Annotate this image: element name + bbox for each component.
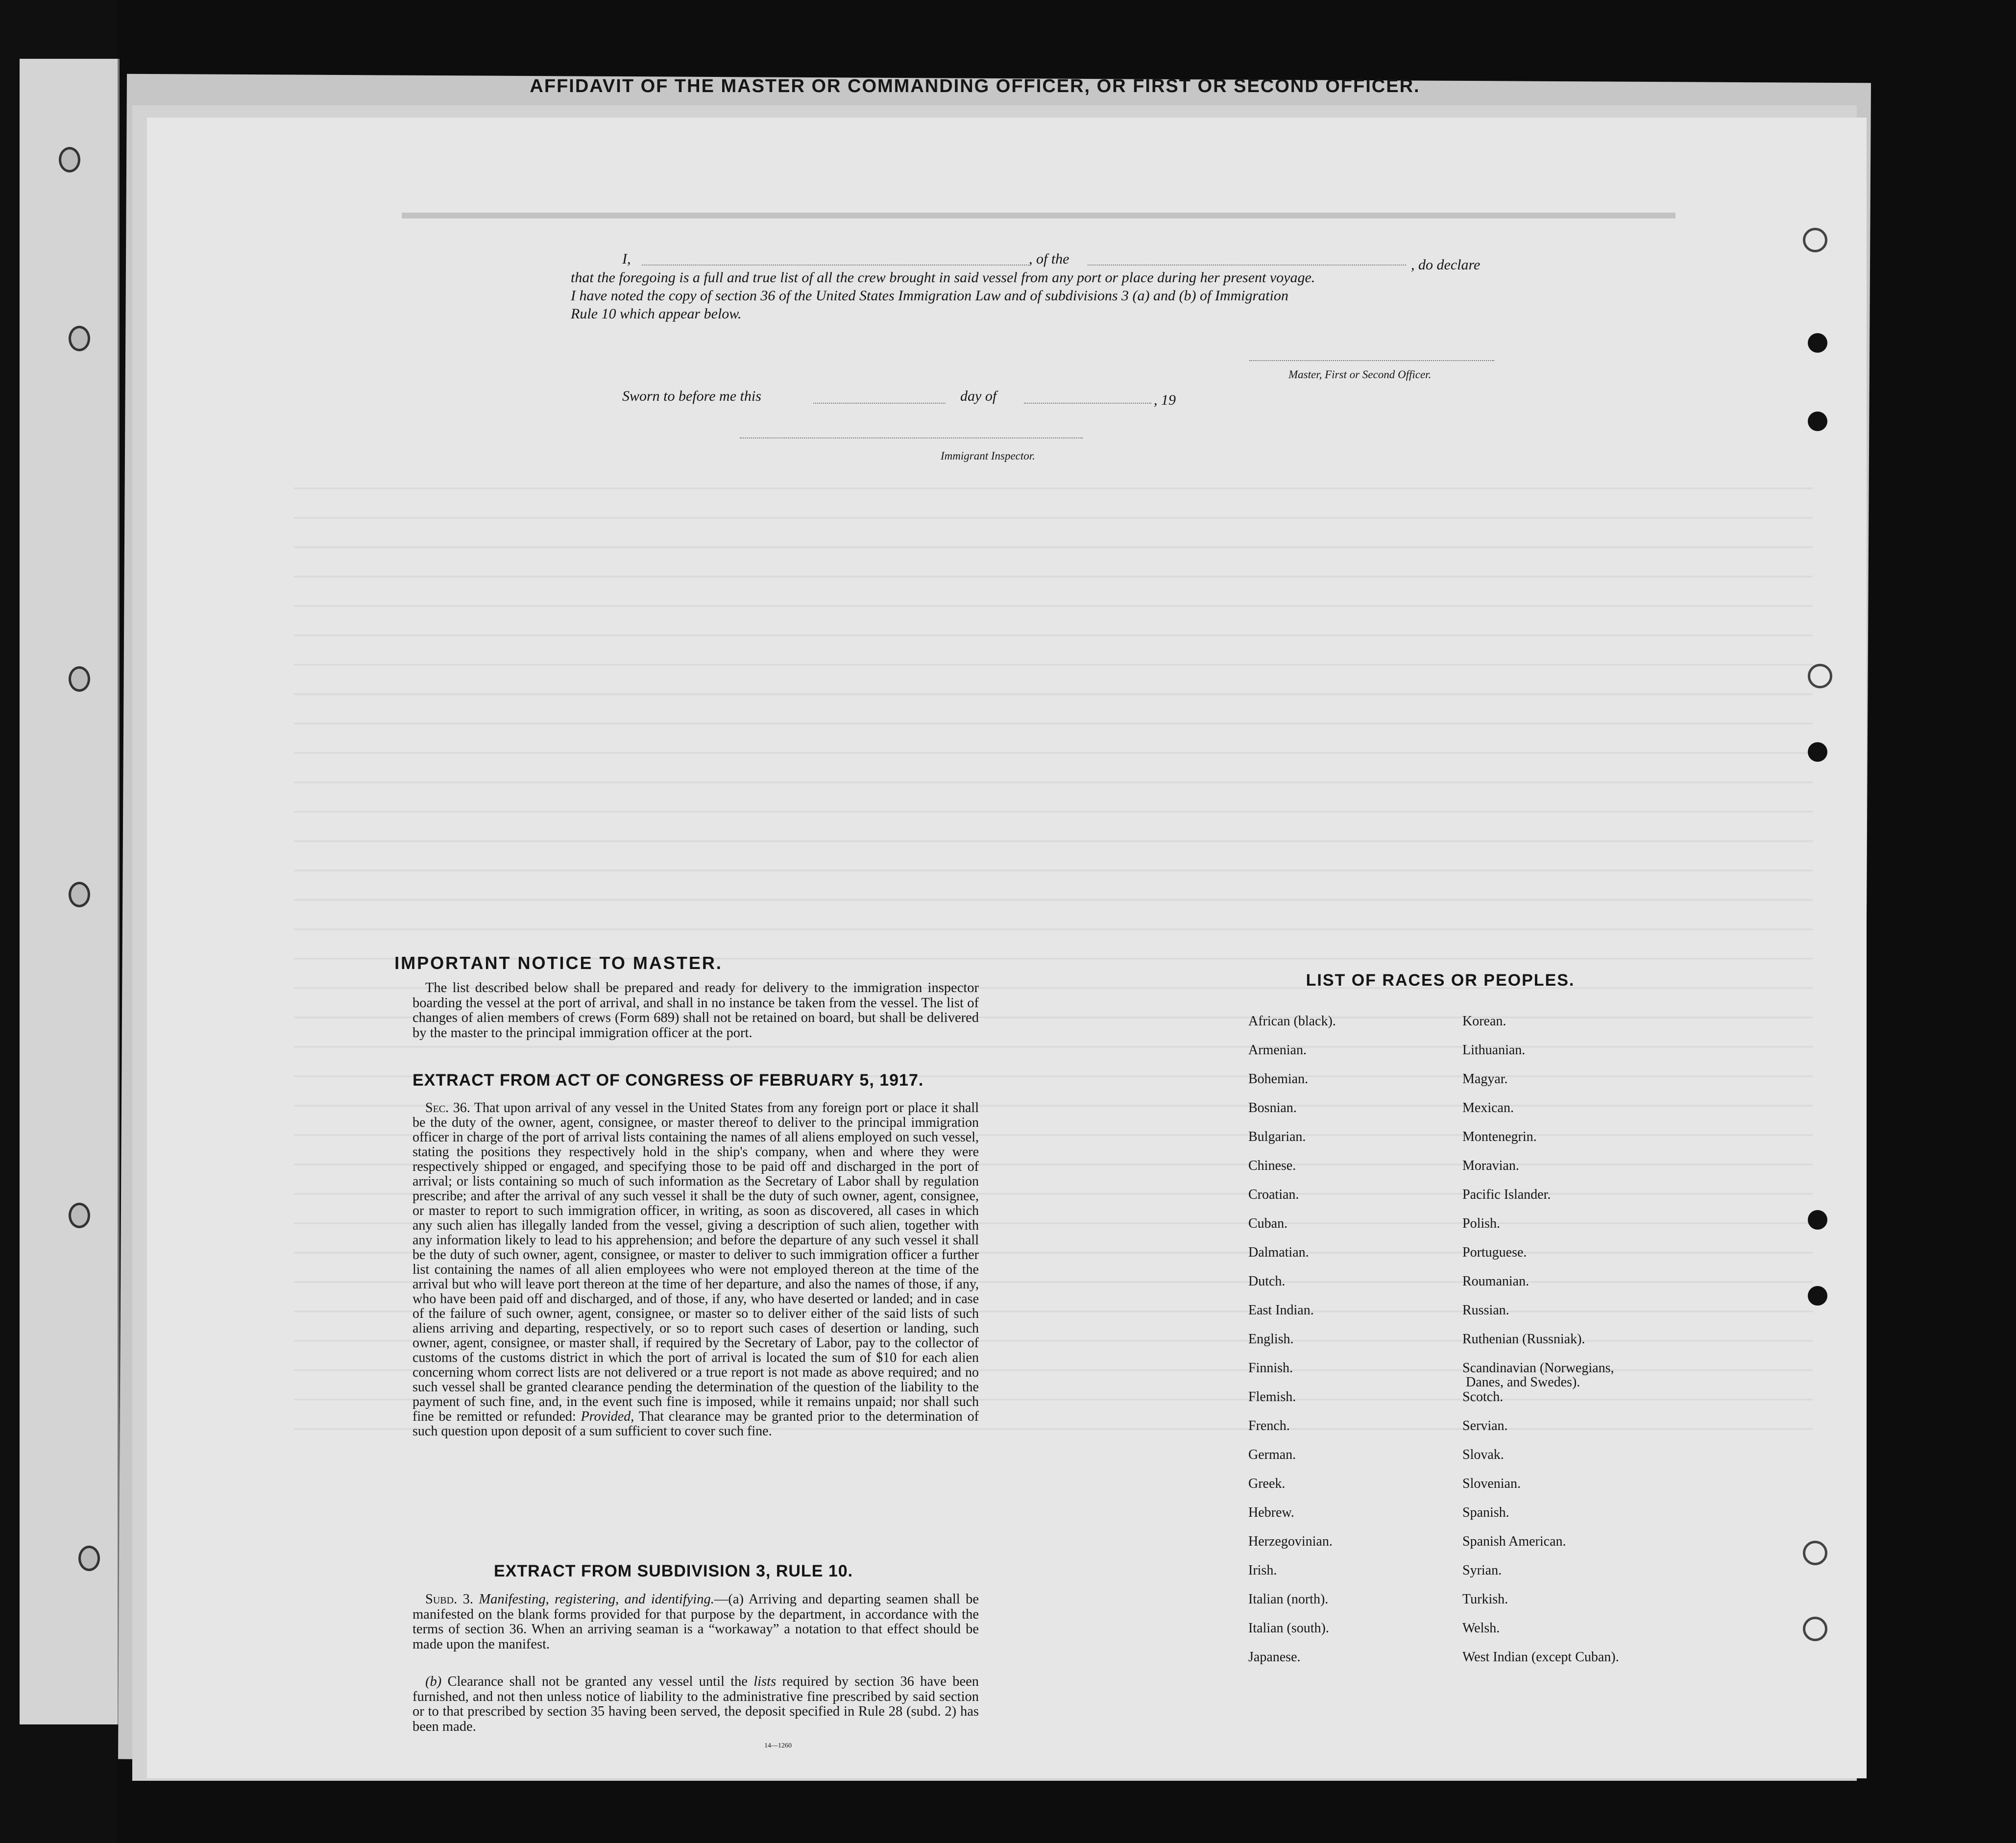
section-36-text — [413, 1101, 979, 1439]
race-item: Spanish. — [1462, 1505, 1509, 1520]
race-item: Korean. — [1462, 1014, 1506, 1029]
race-item: Italian (north). — [1248, 1592, 1329, 1607]
race-item: Greek. — [1248, 1476, 1286, 1491]
race-item: Finnish. — [1248, 1360, 1293, 1376]
race-item: Slovenian. — [1462, 1476, 1521, 1491]
rule-10-para-a — [413, 1592, 979, 1652]
master-signature-line — [1249, 360, 1494, 361]
affidavit-line-3: Rule 10 which appear below. — [571, 306, 742, 322]
race-item: Armenian. — [1248, 1043, 1307, 1058]
race-item: African (black). — [1248, 1014, 1336, 1029]
race-item: Japanese. — [1248, 1649, 1301, 1665]
year-label: , 19 — [1154, 392, 1176, 408]
section-36-body: That upon arrival of any vessel in the United States from any foreign port or place it shall be the duty of the owner, agent, consignee, or master thereof to deliver to the principal immigration officer in charge of the port of arrival lists containing the names of all aliens employed on such vessel, stating the positions they respectively hold in the ship's company, when and where they were respectively shipped or engaged, and specifying those to be paid off and discharged in the port of arrival; or lists containing so much of such information as the Secretary of Labor shall by regulation prescribe; and after the arrival of any such vessel it shall be the duty of such owner, agent, consignee, or master to report to such immigration officer, in writing, as soon as discovered, all cases in which any such alien has illegally landed from the vessel, giving a description of such alien, together with any information likely to lead to his apprehension; and before the departure of any such vessel it shall be the duty of such owner, agent, consignee, or master to deliver to such immigration officer a further list containing the names of all alien employees who were not employed thereon at the time of the arrival but who will leave port thereon at the time of her departure, and also the names of those, if any, who have been paid off and discharged, and of those, if any, who have deserted or landed; and in case of the failure of such owner, agent, consignee, or master so to deliver either of the said lists of such aliens arriving and departing, respectively, or so to report such cases of desertion or landing, such owner, agent, consignee, or master shall, if required by the Secretary of Labor, pay to the collector of customs of the customs district in which the port of arrival is located the sum of $10 for each alien concerning whom correct lists are not delivered or a true report is not made as above required; and no such vessel shall be granted clearance pending the determination of the question of the liability to the payment of such fine, and, in the event such fine is imposed, while it remains unpaid; nor shall such fine be remitted or refunded: — [413, 1100, 979, 1424]
race-item: Moravian. — [1462, 1158, 1519, 1173]
punch-hole — [1808, 412, 1827, 431]
race-item: Lithuanian. — [1462, 1043, 1526, 1058]
punch-hole — [1803, 1617, 1827, 1641]
punch-hole — [1808, 1286, 1827, 1306]
race-item: Welsh. — [1462, 1621, 1500, 1636]
race-item: Croatian. — [1248, 1187, 1299, 1202]
extract-rule-title: EXTRACT FROM SUBDIVISION 3, RULE 10. — [494, 1562, 853, 1580]
sworn-label: Sworn to before me this — [622, 388, 761, 404]
inspector-signature-line — [740, 437, 1083, 438]
affidavit-line-2: I have noted the copy of section 36 of the United States Immigration Law and of subdivisions 3 (a) and (b) of Immigration — [571, 288, 1288, 304]
document-page — [147, 118, 1867, 1778]
race-item: Montenegrin. — [1462, 1129, 1537, 1144]
race-item: Magyar. — [1462, 1071, 1508, 1087]
punch-hole — [1803, 228, 1827, 252]
extract-act-title: EXTRACT FROM ACT OF CONGRESS OF FEBRUARY 5, 1917. — [413, 1071, 924, 1090]
para-b-lists: lists — [753, 1674, 777, 1689]
para-b-text-1: Clearance shall not be granted any vessel until the — [447, 1674, 748, 1689]
day-of-label: day of — [960, 388, 997, 404]
race-item: Dalmatian. — [1248, 1245, 1309, 1260]
affidavit-title: AFFIDAVIT OF THE MASTER OR COMMANDING OFFICER, OR FIRST OR SECOND OFFICER. — [530, 76, 1420, 97]
race-item: Bosnian. — [1248, 1100, 1297, 1116]
race-item: Irish. — [1248, 1563, 1277, 1578]
race-item: Bulgarian. — [1248, 1129, 1306, 1144]
notice-title: IMPORTANT NOTICE TO MASTER. — [394, 953, 723, 973]
punch-hole — [1808, 664, 1832, 688]
race-item: East Indian. — [1248, 1303, 1314, 1318]
binder-edge — [0, 0, 118, 1843]
master-signature-caption: Master, First or Second Officer. — [1288, 368, 1432, 381]
notice-text: The list described below shall be prepared and ready for delivery to the immigration inspector boarding the vessel at the port of arrival, and shall in no instance be taken from the vessel. The list of changes of alien members of crews (Form 689) shall not be retained on board, but shall be delivered by the master to the principal immigration officer at the port. — [413, 980, 979, 1041]
race-item: French. — [1248, 1418, 1290, 1433]
race-item: Polish. — [1462, 1216, 1501, 1231]
provided-word: Provided, — [581, 1409, 634, 1424]
binder-hole — [59, 147, 80, 172]
race-item: Portuguese. — [1462, 1245, 1527, 1260]
punch-hole — [1803, 1541, 1827, 1565]
punch-hole — [1808, 742, 1827, 762]
punch-hole — [1808, 333, 1827, 353]
race-item: Scandinavian (Norwegians, — [1462, 1360, 1614, 1376]
race-item: Russian. — [1462, 1303, 1509, 1318]
race-item: English. — [1248, 1332, 1294, 1347]
race-item: Dutch. — [1248, 1274, 1286, 1289]
races-title: LIST OF RACES OR PEOPLES. — [1306, 971, 1575, 990]
binder-hole — [78, 1546, 100, 1571]
para-b-text-2: required by section 36 have been furnished, and not then unless notice of liability to the administrative fine prescribed by said section or to that prescribed by section 35 having been served, the deposit specified in Rule 28 (subd. 2) has been made. — [413, 1674, 979, 1734]
race-item: Servian. — [1462, 1418, 1508, 1433]
race-item: Turkish. — [1462, 1592, 1508, 1607]
race-item: Italian (south). — [1248, 1621, 1329, 1636]
binder-hole — [69, 1203, 90, 1228]
race-item: German. — [1248, 1447, 1296, 1462]
subd-italic: Manifesting, registering, and identifying. — [479, 1592, 714, 1607]
inspector-signature-caption: Immigrant Inspector. — [941, 450, 1035, 462]
race-item: Flemish. — [1248, 1389, 1296, 1405]
sworn-day-blank — [813, 403, 946, 404]
race-item: Slovak. — [1462, 1447, 1504, 1462]
affidavit-do-declare: , do declare — [1411, 257, 1481, 273]
race-item: Pacific Islander. — [1462, 1187, 1551, 1202]
race-item: Cuban. — [1248, 1216, 1288, 1231]
affidavit-line-1: that the foregoing is a full and true list of all the crew brought in said vessel from any port or place during her present voyage. — [571, 269, 1315, 286]
race-item: Syrian. — [1462, 1563, 1502, 1578]
section-36-proviso: That clearance may be granted prior to the determination of such question upon deposit of a sum sufficient to cover such fine. — [413, 1409, 979, 1439]
race-item: Roumanian. — [1462, 1274, 1530, 1289]
form-number: 14—1260 — [764, 1742, 792, 1749]
binder-hole — [69, 666, 90, 692]
race-item: Mexican. — [1462, 1100, 1514, 1116]
affidavit-i-label: I, — [622, 251, 631, 267]
race-item: West Indian (except Cuban). — [1462, 1649, 1619, 1665]
para-b-label: (b) — [425, 1674, 442, 1689]
race-item: Ruthenian (Russniak). — [1462, 1332, 1585, 1347]
vessel-blank — [1088, 265, 1406, 266]
subd-para-a: —(a) Arriving and departing seamen shall be manifested on the blank forms provided for that purpose by the department, in accordance with the terms of section 36. When an arriving seaman is a “workaway” a notation to that effect should be made upon the manifest. — [413, 1592, 979, 1652]
race-item: Danes, and Swedes). — [1466, 1375, 1580, 1390]
affidavit-of-the: , of the — [1029, 251, 1069, 267]
race-item: Herzegovinian. — [1248, 1534, 1333, 1549]
race-item: Spanish American. — [1462, 1534, 1566, 1549]
race-item: Hebrew. — [1248, 1505, 1294, 1520]
sworn-month-blank — [1024, 403, 1151, 404]
punch-hole — [1808, 1210, 1827, 1230]
race-item: Scotch. — [1462, 1389, 1504, 1405]
bleed-through-heading — [402, 196, 1676, 218]
section-36-label: Sec. 36. — [425, 1100, 470, 1116]
name-blank — [642, 265, 1029, 266]
rule-10-para-b — [413, 1674, 979, 1734]
binder-hole — [69, 326, 90, 351]
subd-label: Subd. 3. — [425, 1592, 473, 1607]
race-item: Chinese. — [1248, 1158, 1296, 1173]
race-item: Bohemian. — [1248, 1071, 1309, 1087]
binder-hole — [69, 882, 90, 907]
